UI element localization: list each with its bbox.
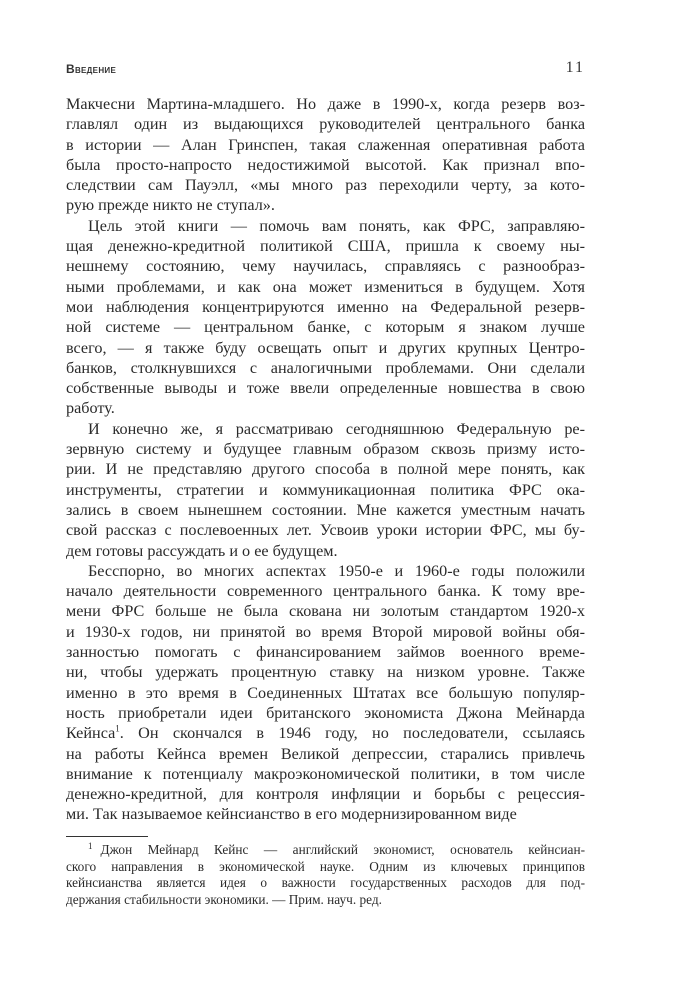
text-line: денежно-кредитной, для контроля инфляции и борьбы с рецессия- <box>66 785 585 804</box>
text-line: нешнему состоянию, чему научилась, справляясь с разнообраз- <box>66 257 585 276</box>
text-fragment: держания стабильности экономики. — Прим. науч. ред. <box>66 891 382 907</box>
text-line: ными проблемами, и как она может измениться в будущем. Хотя <box>66 277 585 296</box>
footnote-reference: 1 <box>115 723 120 734</box>
footnote-marker: 1 <box>88 840 93 851</box>
text-line: рую прежде никто не ступал». <box>66 196 275 215</box>
text-line: занностью помогать с финансированием займов военного време- <box>66 643 585 662</box>
running-header-title: Введение <box>66 62 117 76</box>
text-fragment: ского направления в экономической науке. Одним из ключевых принципов <box>66 858 585 874</box>
text-fragment: . Он скончался в 1946 году, но последователи, ссылаясь <box>119 724 585 743</box>
paragraph <box>66 561 585 825</box>
text-line: на работы Кейнса времен Великой депрессии, старались привлечь <box>66 744 585 763</box>
text-line: банков, столкнувшихся с аналогичными проблемами. Они сделали <box>66 358 585 377</box>
text-fragment: Кейнса <box>66 724 116 743</box>
text-line: именно в это время в Соединенных Штатах все большую популяр- <box>66 683 585 702</box>
text-line: ность приобретали идеи британского экономиста Джона Мейнарда <box>66 703 585 722</box>
text-line: мои наблюдения концентрируются именно на Федеральной резерв- <box>66 297 585 316</box>
text-line: мени ФРС больше не была скована ни золотым стандартом 1920-х <box>66 602 585 621</box>
text-line: и 1930-х годов, ни принятой во время Второй мировой войны обя- <box>66 622 585 641</box>
text-line: инструменты, стратегии и коммуникационная политика ФРС ока- <box>66 480 585 499</box>
text-line: И конечно же, я рассматриваю сегодняшнюю Федеральную ре- <box>88 419 585 438</box>
text-line: работу. <box>66 399 115 418</box>
footnote-divider <box>66 836 148 837</box>
text-line <box>66 723 585 743</box>
text-line: ми. Так называемое кейнсианство в его модернизированном виде <box>66 805 517 824</box>
text-line: следствии сам Пауэлл, «мы много раз переходили черту, за кото- <box>66 176 585 195</box>
text-fragment: кейнсианства является идея о важности государственных расходов для под- <box>66 875 585 891</box>
text-line: ной системе — центральном банке, с которым я знаком лучше <box>66 318 585 337</box>
footnote-line <box>66 842 585 859</box>
footnote-line <box>66 859 585 876</box>
text-line: щая денежно-кредитной политикой США, пришла к своему ны- <box>66 237 585 256</box>
text-line: начало деятельности современного центрального банка. К тому вре- <box>66 582 585 601</box>
text-line: была просто-напросто недостижимой высотой. Как признал впо- <box>66 155 585 174</box>
text-line: зались в своем нынешнем состоянии. Мне кажется уместным начать <box>66 500 585 519</box>
text-line: в истории — Алан Гринспен, такая слаженная оперативная работа <box>66 135 585 154</box>
text-fragment: Джон Мейнард Кейнс — английский экономист, основатель кейнсиан- <box>100 842 585 857</box>
paragraph <box>66 94 585 216</box>
footnote-line <box>66 875 585 892</box>
body-text <box>66 94 585 825</box>
paragraph <box>66 419 585 561</box>
text-line: всего, — я также буду освещать опыт и других крупных Центро- <box>66 338 585 357</box>
paragraph <box>66 216 585 419</box>
text-line: Цель этой книги — помочь вам понять, как ФРС, заправляю- <box>88 216 585 235</box>
text-line: Бесспорно, во многих аспектах 1950-е и 1960-е годы положили <box>88 561 585 580</box>
footnote-line <box>66 892 585 909</box>
text-line: главлял один из выдающихся руководителей центрального банка <box>66 115 585 134</box>
text-line: собственные выводы и тоже ввели определенные новшества в свою <box>66 379 585 398</box>
text-line: дем готовы рассуждать и о ее будущем. <box>66 541 338 560</box>
text-line: рии. И не представляю другого способа в полной мере понять, как <box>66 460 585 479</box>
text-line: внимание к потенциалу макроэкономической политики, в том числе <box>66 764 585 783</box>
text-line: свой рассказ с послевоенных лет. Усвоив уроки истории ФРС, мы бу- <box>66 521 585 540</box>
text-line: Макчесни Мартина-младшего. Но даже в 1990-х, когда резерв воз- <box>66 95 585 113</box>
text-line: ни, чтобы удержать процентную ставку на низком уровне. Также <box>66 663 585 682</box>
text-line: зервную систему и будущее главным образом сквозь призму исто- <box>66 440 585 459</box>
footnote <box>66 842 585 908</box>
page-number: 11 <box>565 59 585 76</box>
